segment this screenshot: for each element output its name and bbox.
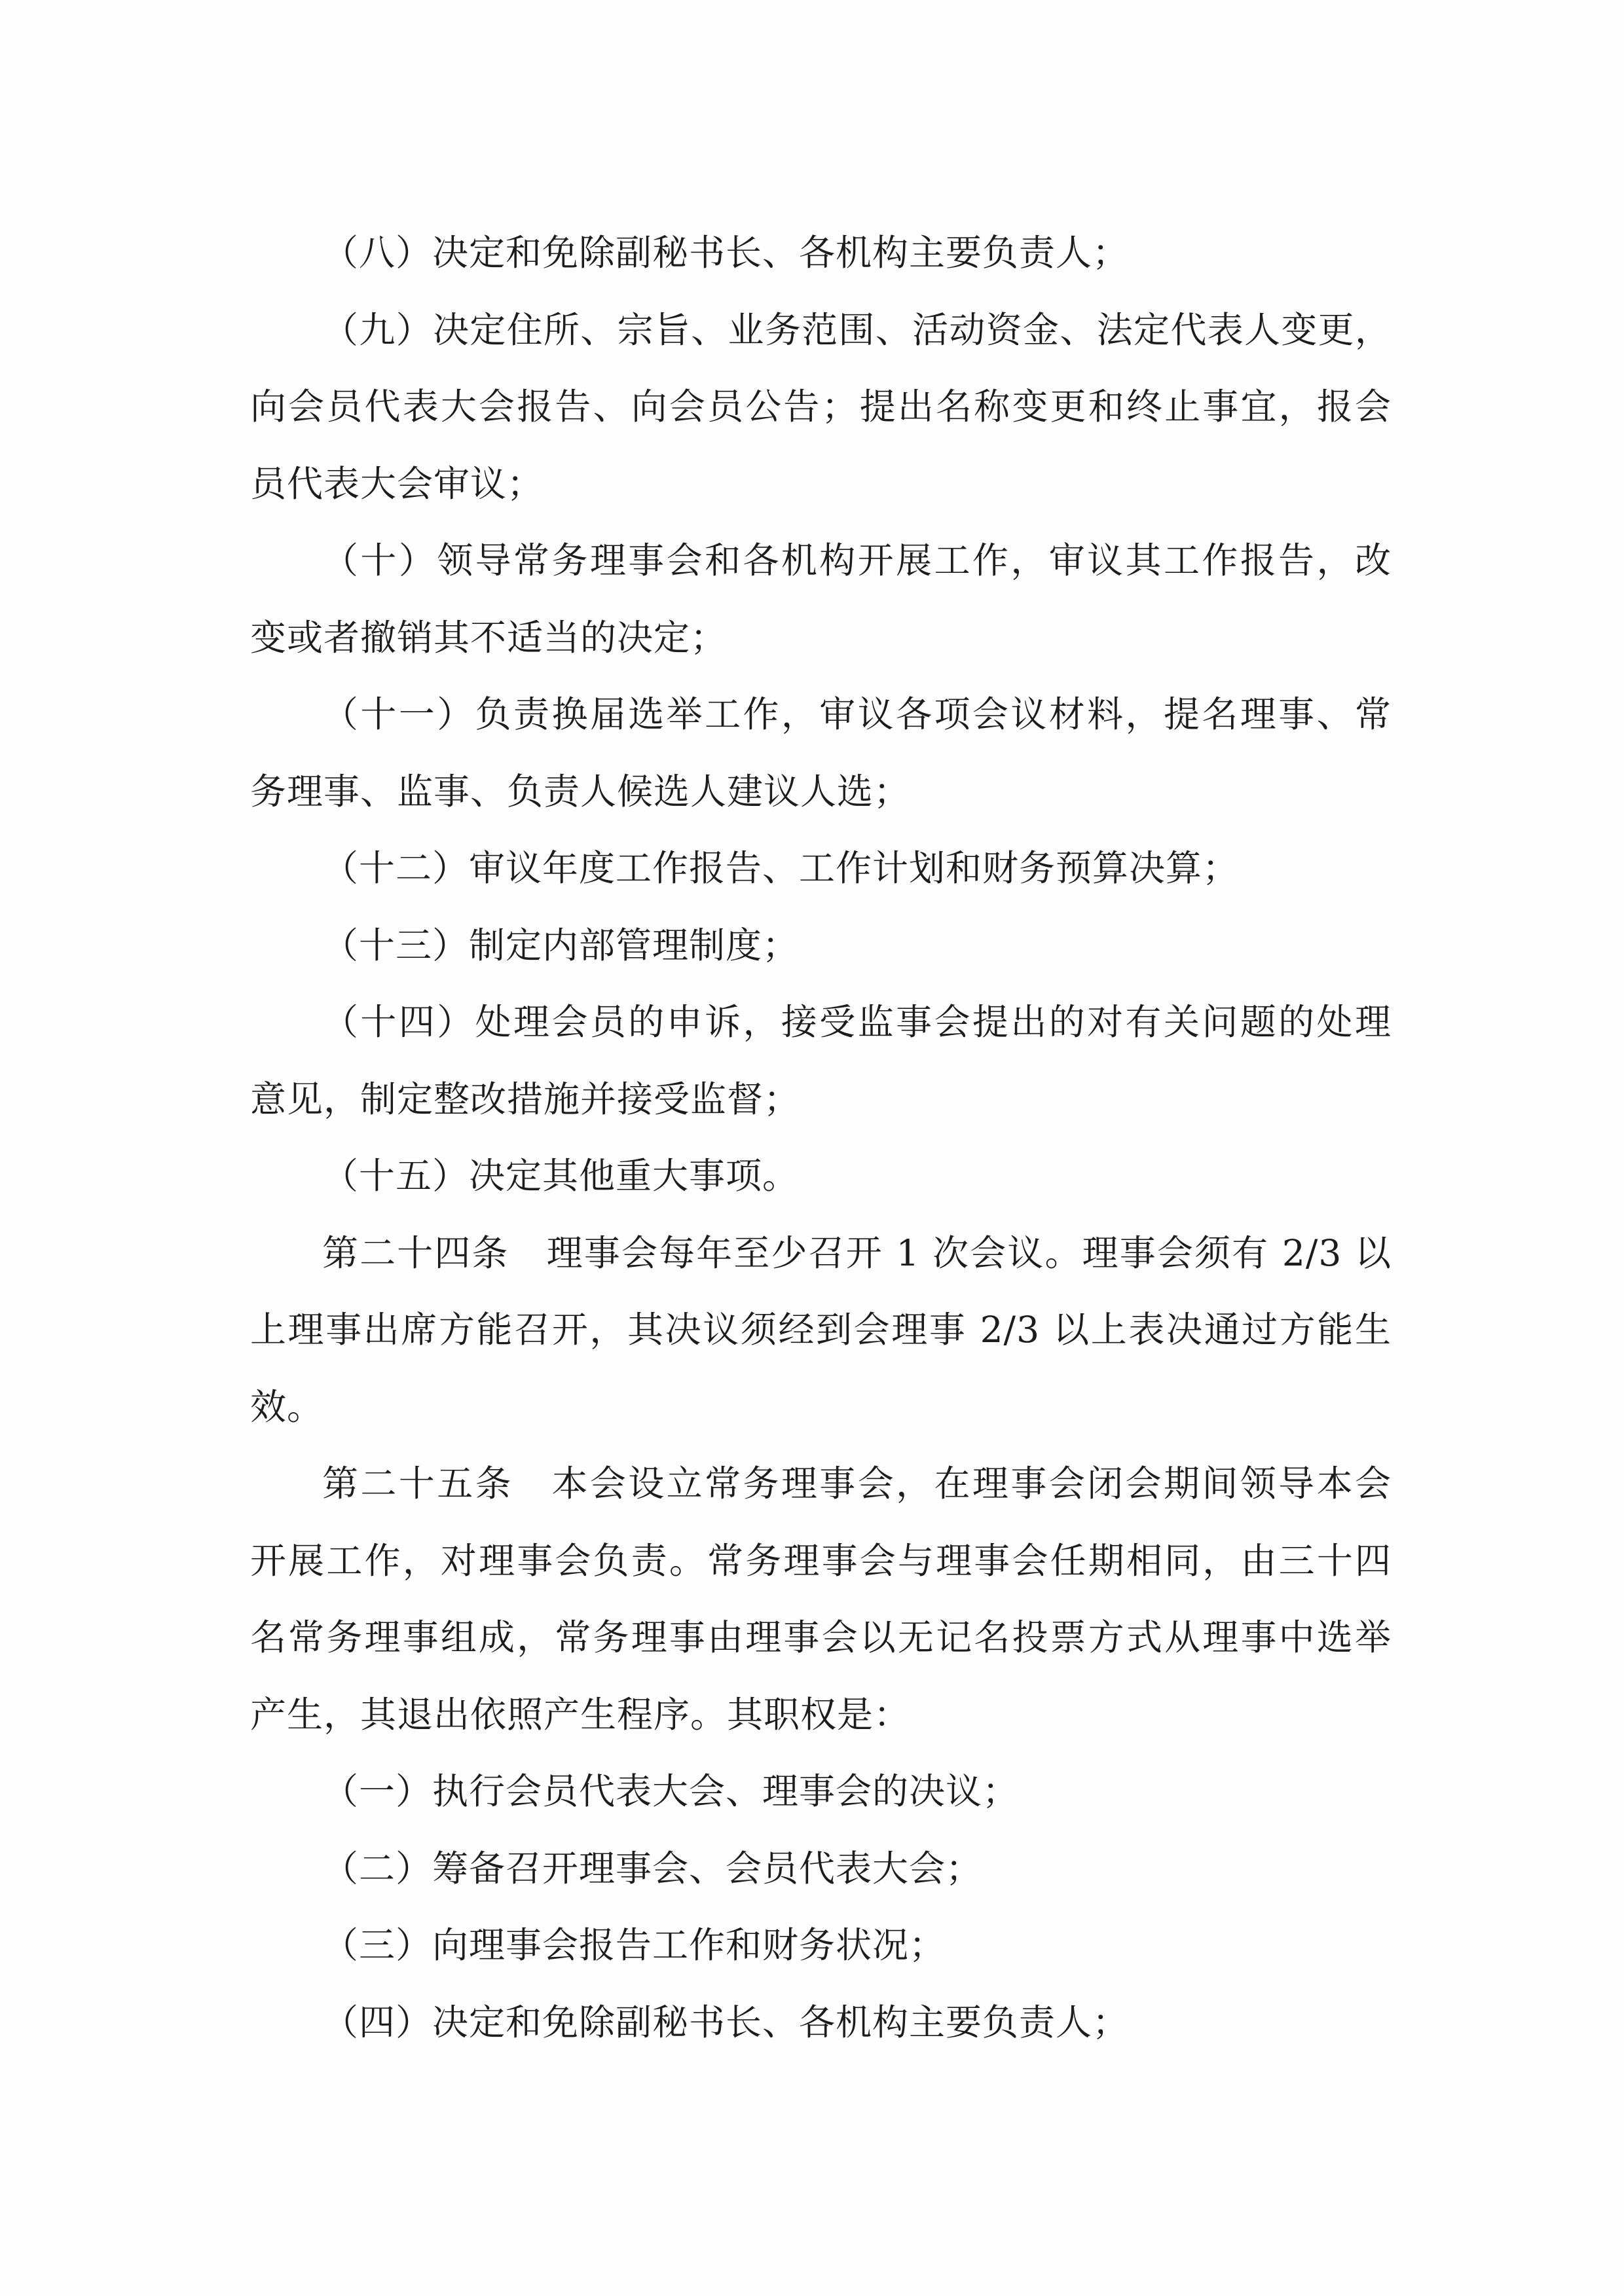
text-line: 上理事出席方能召开，其决议须经到会理事 2/3 以上表决通过方能生	[250, 1309, 1392, 1351]
text-line: （十）领导常务理事会和各机构开展工作，审议其工作报告，改	[322, 539, 1392, 581]
paragraph-item-2	[250, 1831, 1392, 1908]
text-line: 名常务理事组成，常务理事由理事会以无记名投票方式从理事中选举	[250, 1616, 1392, 1658]
paragraph-clause-11	[250, 676, 1392, 830]
text-line: 务理事、监事、负责人候选人建议人选；	[250, 770, 911, 812]
text-line: 变或者撤销其不适当的决定；	[250, 616, 728, 659]
text-line: （八）决定和免除副秘书长、各机构主要负责人；	[322, 232, 1130, 274]
text-line: （十五）决定其他重大事项。	[322, 1155, 800, 1197]
text-line: 第二十四条 理事会每年至少召开 1 次会议。理事会须有 2/3 以	[322, 1231, 1392, 1274]
text-line: 意见，制定整改措施并接受监督；	[250, 1078, 801, 1120]
text-line: （十二）审议年度工作报告、工作计划和财务预算决算；	[322, 847, 1240, 889]
text-line: 向会员代表大会报告、向会员公告；提出名称变更和终止事宜，报会	[250, 386, 1392, 428]
text-line: （十四）处理会员的申诉，接受监事会提出的对有关问题的处理	[322, 1001, 1392, 1043]
text-line: （九）决定住所、宗旨、业务范围、活动资金、法定代表人变更，	[322, 308, 1392, 351]
paragraph-item-1	[250, 1753, 1392, 1831]
paragraph-clause-13	[250, 907, 1392, 985]
text-line: （一）执行会员代表大会、理事会的决议；	[322, 1770, 1020, 1812]
paragraph-clause-14	[250, 984, 1392, 1138]
paragraph-clause-9	[250, 292, 1392, 523]
paragraph-clause-8	[250, 215, 1392, 292]
text-line: 开展工作，对理事会负责。常务理事会与理事会任期相同，由三十四	[250, 1539, 1392, 1582]
text-line: （十一）负责换届选举工作，审议各项会议材料，提名理事、常	[322, 693, 1392, 735]
text-line: （二）筹备召开理事会、会员代表大会；	[322, 1847, 983, 1889]
text-line: 效。	[250, 1385, 324, 1428]
paragraph-item-3	[250, 1907, 1392, 1984]
paragraph-clause-10	[250, 522, 1392, 676]
text-line: （十三）制定内部管理制度；	[322, 924, 800, 966]
paragraph-clause-15	[250, 1138, 1392, 1215]
paragraph-article-24	[250, 1215, 1392, 1446]
paragraph-clause-12	[250, 830, 1392, 907]
text-line: 第二十五条 本会设立常务理事会，在理事会闭会期间领导本会	[322, 1463, 1392, 1504]
document-body	[250, 215, 1392, 2061]
text-line: （四）决定和免除副秘书长、各机构主要负责人；	[322, 2001, 1130, 2043]
paragraph-article-25	[250, 1446, 1392, 1753]
text-line: 员代表大会审议；	[250, 462, 544, 505]
text-line: 产生，其退出依照产生程序。其职权是：	[250, 1693, 911, 1736]
paragraph-item-4	[250, 1984, 1392, 2062]
text-line: （三）向理事会报告工作和财务状况；	[322, 1924, 946, 1966]
